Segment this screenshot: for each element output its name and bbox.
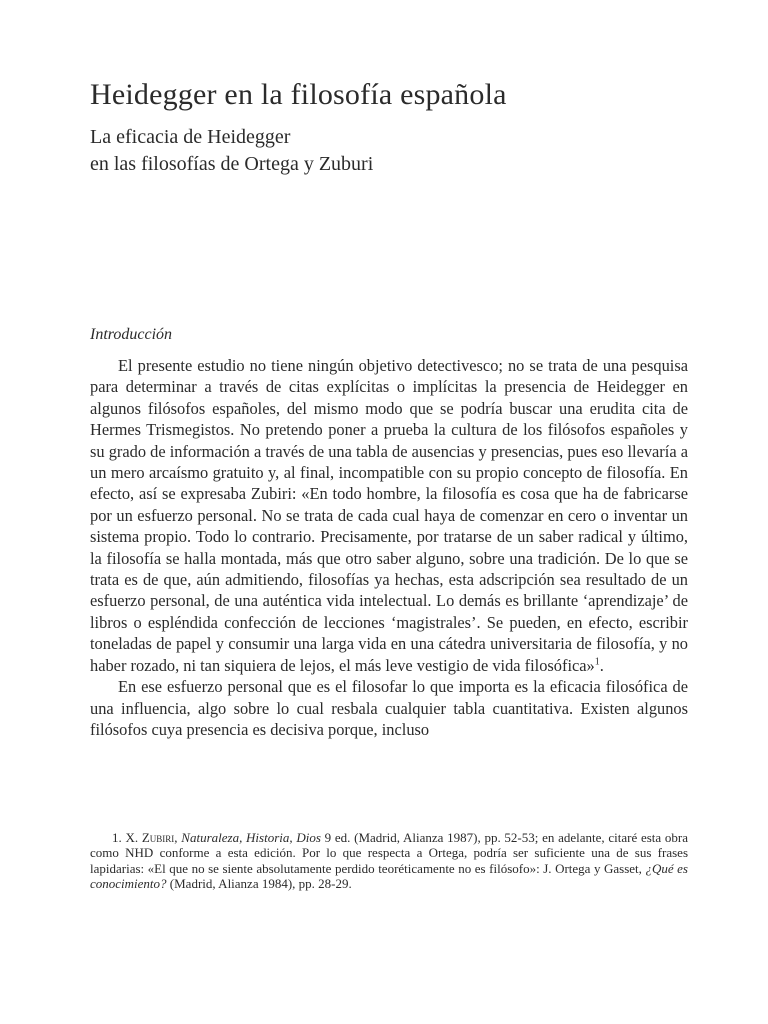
body-text [90, 355, 688, 740]
paragraph [90, 355, 688, 676]
page-subtitle [90, 124, 688, 178]
footnote-number: 1. [112, 830, 122, 845]
footnote [90, 830, 688, 892]
paragraph-1-text: El presente estudio no tiene ningún objetivo detectivesco; no se trata de una pesquisa para determinar a través de citas explícitas o implícitas la presencia de Heidegger en algunos filósofos españoles, del mismo modo que se podría buscar una erudita cita de Hermes Trismegistos. No pretendo poner a prueba la cultura de los filósofos españoles y su grado de información a través de una tabla de ausencias y presencias, pues eso llevaría a un mero arcaísmo gratuito y, al final, incompatible con su propio concepto de filosofía. En efecto, así se expresaba Zubiri: «En todo hombre, la filosofía es cosa que ha de fabricarse por un esfuerzo personal. No se trata de cada cual haya de comenzar en cero o inventar un sistema propio. Todo lo contrario. Precisamente, por tratarse de un saber radical y último, la filosofía se halla montada, más que otro saber alguno, sobre una tradición. De lo que se trata es de que, aún admitiendo, filosofías ya hechas, esta adscripción sea resultado de un esfuerzo personal, de una auténtica vida intelectual. Lo demás es brillante ‘aprendizaje’ de libros o espléndida confección de lecciones ‘magistrales’. Se pueden, en efecto, escribir toneladas de papel y consumir una larga vida en una cátedra universitaria de filosofía, y no haber rozado, ni tan siquiera de lejos, el más leve vestigio de vida filosófica» [90, 356, 688, 675]
page-title: Heidegger en la filosofía española [90, 78, 507, 111]
subtitle-line-2: en las filosofías de Ortega y Zuburi [90, 153, 374, 175]
footnote-text-a: 9 ed. (Madrid, Alianza 1987), pp. 52-53; en adelante, citaré esta obra como NHD conforme a esta edición. Por lo que respecta a Ortega, podría ser suficiente una de sus frases lapidarias: «El que no se siente absolutamente perdido teoréticamente no es filósofo»: J. Ortega y Gasset, [90, 830, 689, 876]
page [90, 76, 689, 892]
footnote-reference[interactable]: 1 [594, 656, 600, 668]
footnote-author: X. Zubiri, [125, 830, 178, 845]
paragraph-1-end: . [599, 655, 604, 675]
section-heading: Introducción [90, 326, 173, 343]
footnote-work-title-2: ¿Qué es conocimiento? [90, 860, 688, 892]
paragraph: En ese esfuerzo personal que es el filosofar lo que importa es la eficacia filosófica de una influencia, algo sobre lo cual resbala cualquier tabla cuantitativa. Existen algunos filósofos cuya presencia es decisiva porque, incluso [90, 677, 688, 739]
footnote-text [90, 830, 688, 892]
subtitle-line-1: La eficacia de Heidegger [90, 126, 291, 148]
footnote-work-title: Naturaleza, Historia, Dios [181, 830, 321, 845]
footnote-text-b: (Madrid, Alianza 1984), pp. 28-29. [169, 876, 352, 892]
